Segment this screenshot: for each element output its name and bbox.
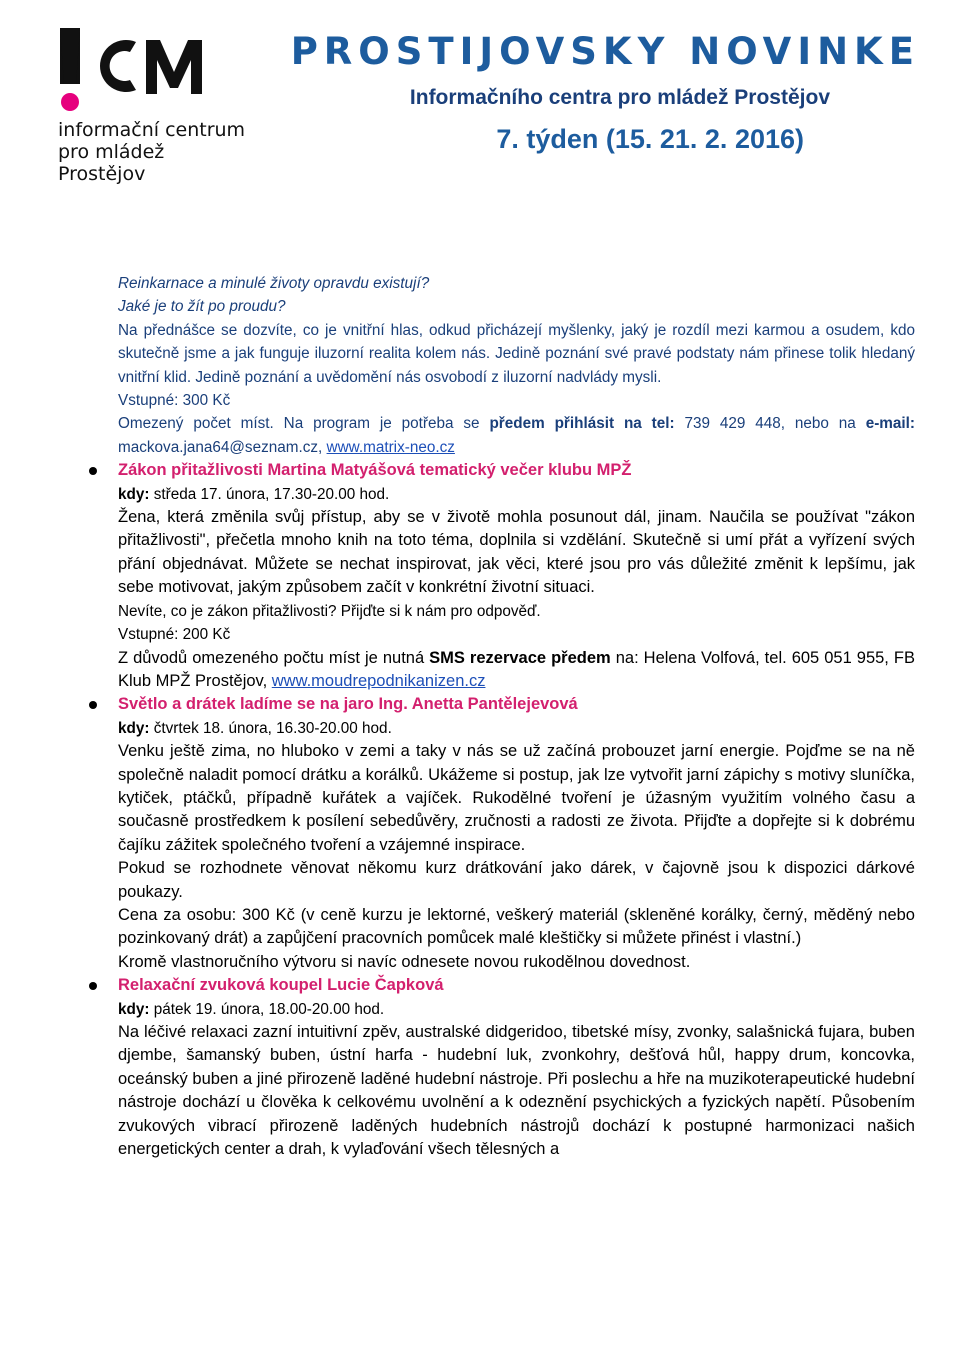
event3-when: kdy: pátek 19. února, 18.00-20.00 hod. [118, 1000, 385, 1018]
bullet-icon [89, 467, 97, 475]
article1-reg-pre: Na program je potřeba se [283, 415, 480, 433]
icm-logo-mark [58, 14, 218, 114]
article1-reg-phone: 739 429 448, nebo na [684, 415, 856, 433]
article1-registration [118, 412, 915, 459]
bullet-icon [89, 982, 97, 990]
event2-title: Světlo a drátek ladíme se na jaro Ing. Anetta Pantělejevová [118, 695, 578, 714]
event-svetlo-a-dratek [118, 693, 915, 974]
event2-body: Venku ještě zima, no hluboko v zemi a taky v nás se už začíná probouzet jarní energie. Pojďme se na ně společně naladit pomocí drátku a korálků. Ukážeme si postup, jak lze vytvořit jarní zápichy s motivy sluníčka, kytiček, ptáčků, případně kuřátek a vajíček. Rukodělné tvoření je úžasným využitím volného času a současně prostředkem k posílení sebedůvěry, zručnosti a radosti ze života. Přijďte a dopřejte si k dobrému čajíku zážitek společného tvoření a vzájemné inspirace. [118, 742, 915, 854]
article1-body: Na přednášce se dozvíte, co je vnitřní hlas, odkud přicházejí myšlenky, jaký je rozdíl mezi karmou a osudem, kdo skutečně jsme a jak funguje iluzorní realita kolem nás. Jedině poznání své pravé podstaty nám přinese tolik hledaný vnitřní klid. Jedině poznání a uvědomění nás osvobodí z iluzorní nadvlády mysli. [118, 321, 915, 386]
event2-body4: Kromě vlastnoručního výtvoru si navíc odnesete novou rukodělnou dovednost. [118, 952, 691, 971]
newsletter-week: 7. týden (15. 21. 2. 2016) [496, 124, 804, 154]
newsletter-header [291, 30, 920, 155]
event1-reservation: Z důvodů omezeného počtu míst je nutná SMS rezervace předem na: Helena Volfová, tel. 605 051 955, FB Klub MPŽ Prostějov, www.moudrepodnikanizen.cz [118, 648, 915, 690]
event-zakon-pritazlivosti [118, 459, 915, 693]
event3-body: Na léčivé relaxaci zazní intuitivní zpěv, australské didgeridoo, tibetské mísy, zvonky, salašnická fujara, buben djembe, šamanský buben, ústní harfa - hudební luk, zvonkohry, dešťová hůl, happy drum, koncovka, oceánský buben a jiné přirozeně laděné hudební nástroje. Při poslechu a hře na muzikoterapeutické hudební nástroje dochází u člověka k celkovému uvolnění a k odeznění psychických a fyzických napětí. Působením zvukových vibrací přirozeně laděných hudebních nástrojů dochází k postupné harmonizaci našich energetických center a drah, k vylaďování všech tělesných a [118, 1023, 915, 1159]
event-relaxacni-koupel [118, 974, 915, 1161]
bullet-icon [89, 701, 97, 709]
event1-title: Zákon přitažlivosti Martina Matyášová tematický večer klubu MPŽ [118, 461, 632, 480]
event3-title: Relaxační zvuková koupel Lucie Čapková [118, 976, 444, 995]
event1-price: Vstupné: 200 Kč [118, 626, 231, 644]
newsletter-title: PROSTIJOVSKY NOVINKE [290, 30, 920, 73]
event1-link[interactable]: www.moudrepodnikanizen.cz [271, 671, 486, 690]
article1-price: Vstupné: 300 Kč [118, 392, 231, 410]
icm-logo [58, 14, 278, 185]
article1-link[interactable]: www.matrix-neo.cz [326, 438, 455, 456]
event2-body3: Cena za osobu: 300 Kč (v ceně kurzu je lektorné, veškerý materiál (skleněné korálky, černý, měděný nebo pozinkovaný drát) a zapůjčení pracovních pomůcek malé kleštičky si můžete přinést i vlastní.) [118, 905, 915, 948]
article1-email: mackova.jana64@seznam.cz, [118, 438, 323, 456]
logo-dot [61, 93, 79, 111]
article1-reg-bold: předem přihlásit na tel: [489, 415, 675, 433]
logo-line-3: Prostějov [58, 163, 146, 185]
article1-line-2: Jaké je to žít po proudu? [118, 298, 286, 316]
article1-limited: Omezený počet míst. [118, 415, 274, 433]
newsletter-subtitle: Informačního centra pro mládež Prostějov [409, 86, 830, 109]
event1-body: Žena, která změnila svůj přístup, aby se v životě mohla posunout dál, jinam. Naučila se používat "zákon přitažlivosti", přečetla mnoho knih na toto téma, doplnila si vzdělání. Skutečně si umí přát a vyřízení svých přání objednávat. Můžete se nechat inspirovat, jak věci, které jsou pro vás důležité změnit k lepšímu, jak sebe motivovat, jakým způsobem začít v konkrétní životní situaci. [118, 508, 915, 597]
newsletter-content [118, 272, 915, 1161]
event1-when: kdy: středa 17. února, 17.30-20.00 hod. [118, 485, 390, 503]
article1-email-label: e-mail: [865, 415, 916, 433]
event2-body2: Pokud se rozhodnete věnovat někomu kurz drátkování jako dárek, v čajovně jsou k dispozici dárkové poukazy. [118, 859, 915, 901]
event1-question: Nevíte, co je zákon přitažlivosti? Přijďte si k nám pro odpověď. [118, 602, 541, 620]
logo-line-2: pro mládež [58, 141, 165, 163]
article-reinkarnace [118, 272, 915, 459]
event2-when: kdy: čtvrtek 18. února, 16.30-20.00 hod. [118, 719, 392, 737]
article1-line-1: Reinkarnace a minulé životy opravdu existují? [118, 275, 430, 292]
logo-line-1: informační centrum [58, 119, 246, 141]
